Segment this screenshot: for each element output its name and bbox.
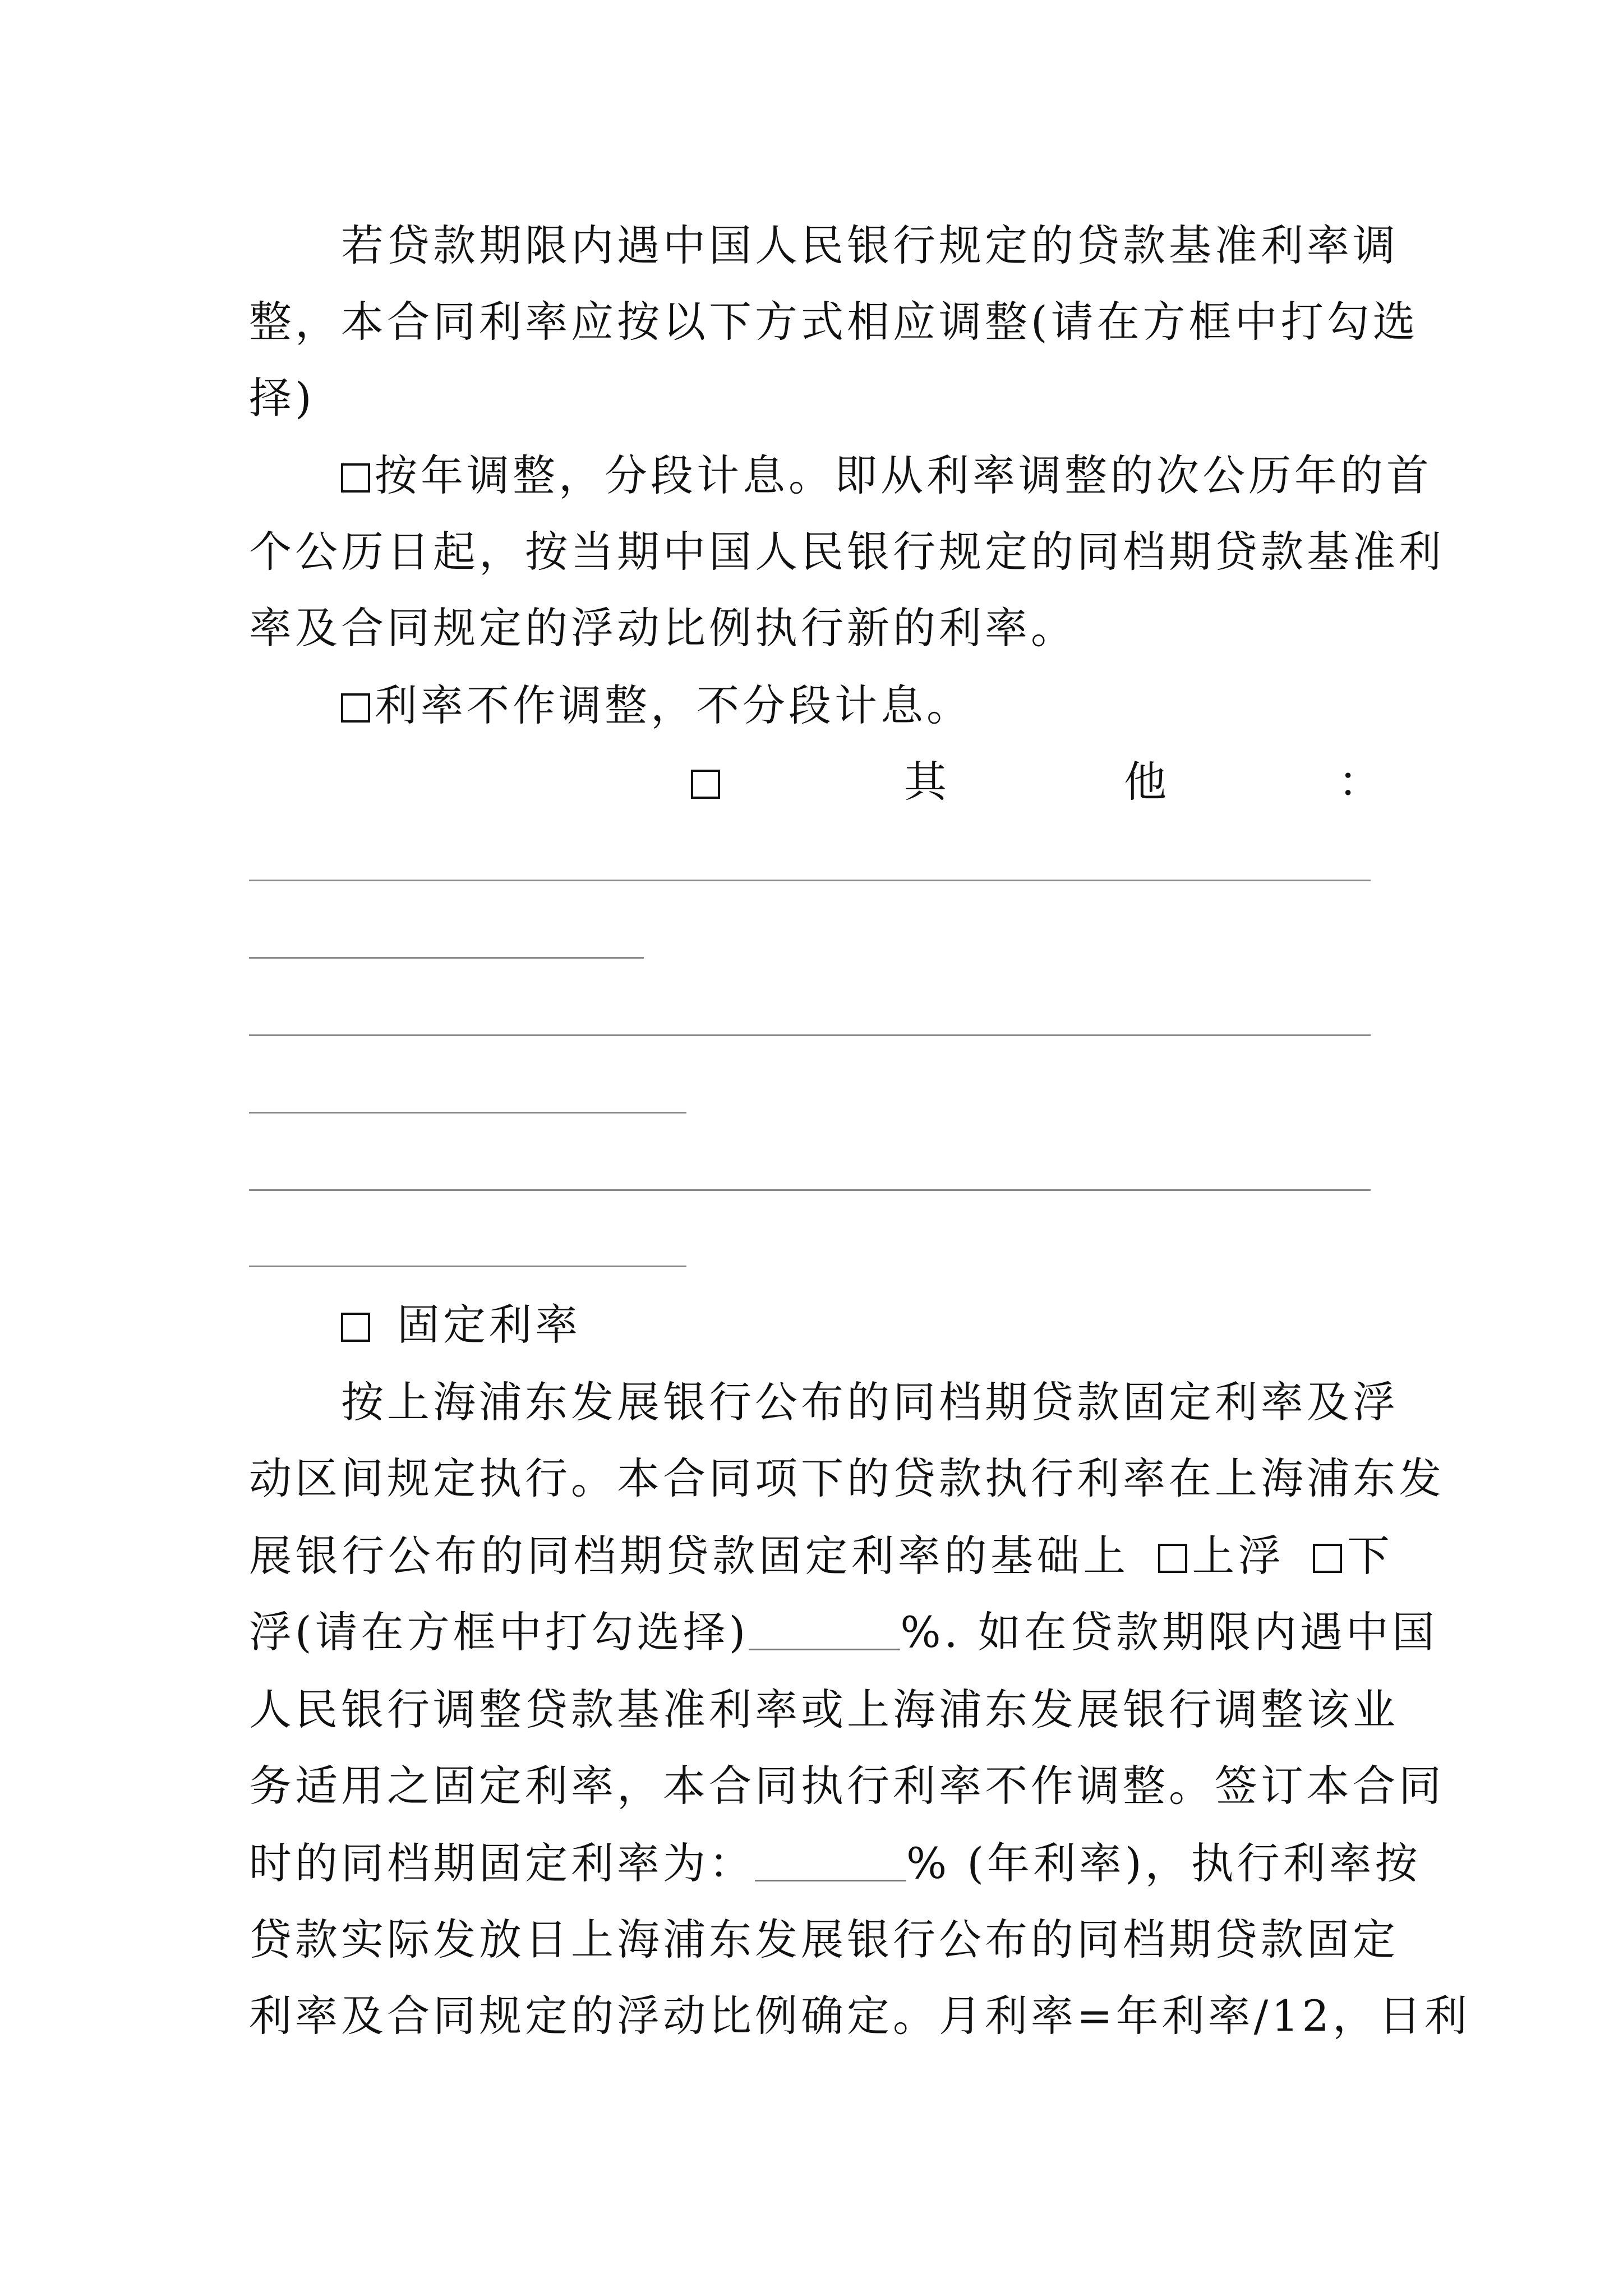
fixed-rate-option	[341, 1300, 1393, 1350]
checkbox-no-adjust[interactable]	[341, 693, 370, 723]
checkbox-float-down[interactable]	[1313, 1544, 1342, 1573]
fixed-rate-percent-blank[interactable]	[755, 1846, 906, 1881]
paragraph-line: 按上海浦东发展银行公布的同档期贷款固定利率及浮	[341, 1377, 1399, 1427]
option-text: 利率不作调整，不分段计息。	[375, 680, 972, 730]
paragraph-text: %. 如在贷款期限内遇中国	[900, 1607, 1438, 1657]
fill-in-line[interactable]	[249, 1034, 1371, 1036]
fill-in-line[interactable]	[249, 1189, 1371, 1191]
checkbox-other[interactable]	[691, 770, 720, 799]
checkbox-adjust-yearly[interactable]	[341, 463, 370, 493]
paragraph-line: 择)	[249, 373, 315, 423]
option-adjust-yearly	[341, 450, 1432, 500]
paragraph-text: 时的同档期固定利率为：	[249, 1838, 755, 1888]
option-other-char: 其	[904, 757, 950, 807]
float-percent-blank[interactable]	[749, 1615, 900, 1650]
paragraph-line	[249, 1838, 1421, 1888]
paragraph-line: 人民银行调整贷款基准利率或上海浦东发展银行调整该业	[249, 1685, 1399, 1734]
paragraph-line	[249, 1531, 1394, 1581]
fill-in-line[interactable]	[249, 880, 1371, 881]
paragraph-line: 利率及合同规定的浮动比例确定。月利率=年利率/12，日利	[249, 1991, 1470, 2041]
paragraph-line: 务适用之固定利率，本合同执行利率不作调整。签订本合同	[249, 1761, 1445, 1811]
paragraph-line: 率及合同规定的浮动比例执行新的利率。	[249, 603, 1077, 653]
option-text: 按年调整，分段计息。即从利率调整的次公历年的首	[375, 450, 1432, 500]
option-other	[691, 757, 1392, 807]
paragraph-line: 个公历日起，按当期中国人民银行规定的同档期贷款基准利	[249, 527, 1445, 577]
fill-in-line[interactable]	[249, 957, 644, 959]
paragraph-line: 动区间规定执行。本合同项下的贷款执行利率在上海浦东发	[249, 1453, 1445, 1503]
fill-in-line[interactable]	[249, 1266, 686, 1267]
paragraph-line: 贷款实际发放日上海浦东发展银行公布的同档期贷款固定	[249, 1915, 1399, 1964]
option-other-colon: ：	[1338, 757, 1384, 807]
checkbox-float-up[interactable]	[1158, 1544, 1187, 1573]
paragraph-line	[249, 1607, 1438, 1657]
paragraph-text: 展银行公布的同档期贷款固定利率的基础上	[249, 1531, 1129, 1581]
paragraph-line: 若贷款期限内遇中国人民银行规定的贷款基准利率调	[341, 220, 1399, 270]
float-up-label: 上浮	[1191, 1531, 1285, 1581]
option-no-adjust	[341, 680, 1393, 730]
paragraph-text: % (年利率)，执行利率按	[906, 1838, 1421, 1888]
checkbox-fixed-rate[interactable]	[341, 1313, 370, 1342]
float-down-label: 下	[1347, 1531, 1394, 1581]
fill-in-line[interactable]	[249, 1112, 686, 1114]
fixed-rate-title: 固定利率	[397, 1300, 581, 1350]
paragraph-text: 浮(请在方框中打勾选择)	[249, 1607, 749, 1657]
paragraph-line: 整，本合同利率应按以下方式相应调整(请在方框中打勾选	[249, 297, 1419, 347]
option-other-char: 他	[1124, 757, 1170, 807]
